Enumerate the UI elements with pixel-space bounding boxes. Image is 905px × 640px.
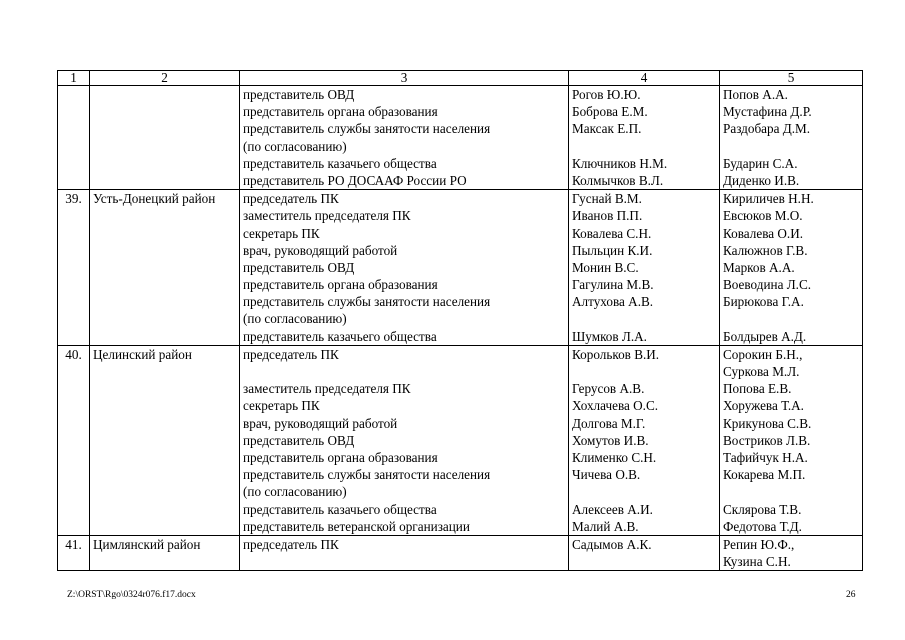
reserve-member-name: Калюжнов Г.В. [723, 242, 808, 258]
role-line: представитель казачьего общества [243, 155, 437, 171]
role-line: представитель казачьего общества [243, 328, 437, 344]
reserve-member-name: Диденко И.В. [723, 172, 800, 188]
district-name: Цимлянский район [90, 535, 240, 570]
col4-cell [569, 345, 720, 535]
role-line: представитель ОВД [243, 432, 355, 448]
column-header-1: 1 [58, 71, 90, 86]
roles-cell [240, 190, 569, 346]
role-line: (по согласованию) [243, 484, 347, 500]
member-name: Иванов П.П. [572, 208, 643, 224]
column-header-2: 2 [90, 71, 240, 86]
role-line: председатель ПК [243, 536, 339, 552]
reserve-member-name: Востриков Л.В. [723, 432, 811, 448]
role-line: врач, руководящий работой [243, 415, 398, 431]
member-name: Ключников Н.М. [572, 155, 668, 171]
table-row [58, 535, 863, 570]
row-number [58, 86, 90, 190]
reserve-member-name: Попов А.А. [723, 87, 788, 102]
col4-cell [569, 535, 720, 570]
role-line: представитель службы занятости населения [243, 294, 491, 310]
member-name: Рогов Ю.Ю. [572, 87, 641, 102]
reserve-member-name: Тафийчук Н.А. [723, 449, 808, 465]
roles-cell [240, 535, 569, 570]
role-line [243, 363, 565, 380]
reserve-member-name: Склярова Т.В. [723, 501, 802, 517]
role-line: представитель органа образования [243, 449, 438, 465]
reserve-member-name: Евсюков М.О. [723, 208, 803, 224]
member-name: Хомутов И.В. [572, 432, 649, 448]
member-name: Алексеев А.И. [572, 501, 653, 517]
role-line: представитель органа образования [243, 277, 438, 293]
column-header-3: 3 [240, 71, 569, 86]
district-name: Усть-Донецкий район [90, 190, 240, 346]
role-line: представитель РО ДОСААФ России РО [243, 172, 467, 188]
table-row [58, 190, 863, 346]
role-line: представитель службы занятости населения [243, 121, 491, 137]
reserve-member-name: Марков А.А. [723, 259, 795, 275]
role-line: (по согласованию) [243, 138, 347, 154]
reserve-member-name: Кузина С.Н. [723, 554, 791, 570]
reserve-member-name: Федотова Т.Д. [723, 518, 802, 534]
column-header-4: 4 [569, 71, 720, 86]
member-name: Клименко С.Н. [572, 449, 657, 465]
member-name: Колмычков В.Л. [572, 172, 664, 188]
roles-cell [240, 345, 569, 535]
member-name: Долгова М.Г. [572, 415, 646, 431]
column-header-5: 5 [720, 71, 863, 86]
member-name: Герусов А.В. [572, 381, 645, 397]
row-number: 39. [58, 190, 90, 346]
table-row [58, 345, 863, 535]
member-name: Максак Е.П. [572, 121, 642, 137]
document-table [57, 70, 863, 571]
reserve-member-name: Мустафина Д.Р. [723, 104, 812, 120]
col5-cell [720, 345, 863, 535]
row-number: 41. [58, 535, 90, 570]
reserve-member-name: Раздобара Д.М. [723, 121, 811, 137]
col4-cell [569, 86, 720, 190]
role-line: представитель ОВД [243, 87, 355, 102]
member-name: Корольков В.И. [572, 346, 660, 362]
role-line: заместитель председателя ПК [243, 208, 411, 224]
role-line: председатель ПК [243, 191, 339, 207]
member-name [572, 553, 716, 570]
reserve-member-name: Бирюкова Г.А. [723, 294, 804, 310]
member-name: Пыльцин К.И. [572, 242, 653, 258]
member-name: Боброва Е.М. [572, 104, 648, 120]
role-line: представитель службы занятости населения [243, 467, 491, 483]
member-name: Гагулина М.В. [572, 277, 654, 293]
member-name [572, 138, 716, 155]
member-name: Садымов А.К. [572, 536, 652, 552]
reserve-member-name [723, 483, 859, 500]
member-name: Гуснай В.М. [572, 191, 642, 207]
header-row [58, 71, 863, 86]
role-line: представитель органа образования [243, 104, 438, 120]
member-name: Чичева О.В. [572, 467, 641, 483]
role-line: врач, руководящий работой [243, 242, 398, 258]
district-name [90, 86, 240, 190]
member-name: Шумков Л.А. [572, 328, 647, 344]
reserve-member-name: Бударин С.А. [723, 155, 798, 171]
member-name: Алтухова А.В. [572, 294, 654, 310]
col5-cell [720, 190, 863, 346]
member-name: Монин В.С. [572, 259, 639, 275]
reserve-member-name: Суркова М.Л. [723, 364, 800, 379]
table-body [58, 86, 863, 571]
reserve-member-name: Воеводина Л.С. [723, 277, 812, 293]
district-name: Целинский район [90, 345, 240, 535]
reserve-member-name: Болдырев А.Д. [723, 328, 807, 344]
role-line: заместитель председателя ПК [243, 381, 411, 397]
member-name: Малий А.В. [572, 518, 639, 534]
role-line: (по согласованию) [243, 311, 347, 327]
col5-cell [720, 86, 863, 190]
footer-page-number: 26 [846, 590, 856, 600]
reserve-member-name: Кокарева М.П. [723, 467, 806, 483]
table-row [58, 86, 863, 190]
member-name [572, 363, 716, 380]
role-line: председатель ПК [243, 346, 339, 362]
role-line: секретарь ПК [243, 225, 320, 241]
member-name [572, 310, 716, 327]
member-name: Хохлачева О.С. [572, 398, 659, 414]
reserve-member-name: Ковалева О.И. [723, 225, 804, 241]
col4-cell [569, 190, 720, 346]
reserve-member-name: Хоружева Т.А. [723, 398, 804, 414]
reserve-member-name: Репин Ю.Ф., [723, 536, 795, 552]
footer-file-path: Z:\ORST\Rgo\0324r076.f17.docx [67, 590, 196, 600]
reserve-member-name: Сорокин Б.Н., [723, 346, 803, 362]
role-line [243, 553, 565, 570]
col5-cell [720, 535, 863, 570]
reserve-member-name [723, 310, 859, 327]
roles-cell [240, 86, 569, 190]
row-number: 40. [58, 345, 90, 535]
reserve-member-name [723, 138, 859, 155]
member-name [572, 483, 716, 500]
role-line: представитель ОВД [243, 259, 355, 275]
reserve-member-name: Попова Е.В. [723, 381, 792, 397]
role-line: секретарь ПК [243, 398, 320, 414]
member-name: Ковалева С.Н. [572, 225, 652, 241]
reserve-member-name: Крикунова С.В. [723, 415, 812, 431]
reserve-member-name: Кириличев Н.Н. [723, 191, 814, 207]
role-line: представитель казачьего общества [243, 501, 437, 517]
role-line: представитель ветеранской организации [243, 518, 470, 534]
